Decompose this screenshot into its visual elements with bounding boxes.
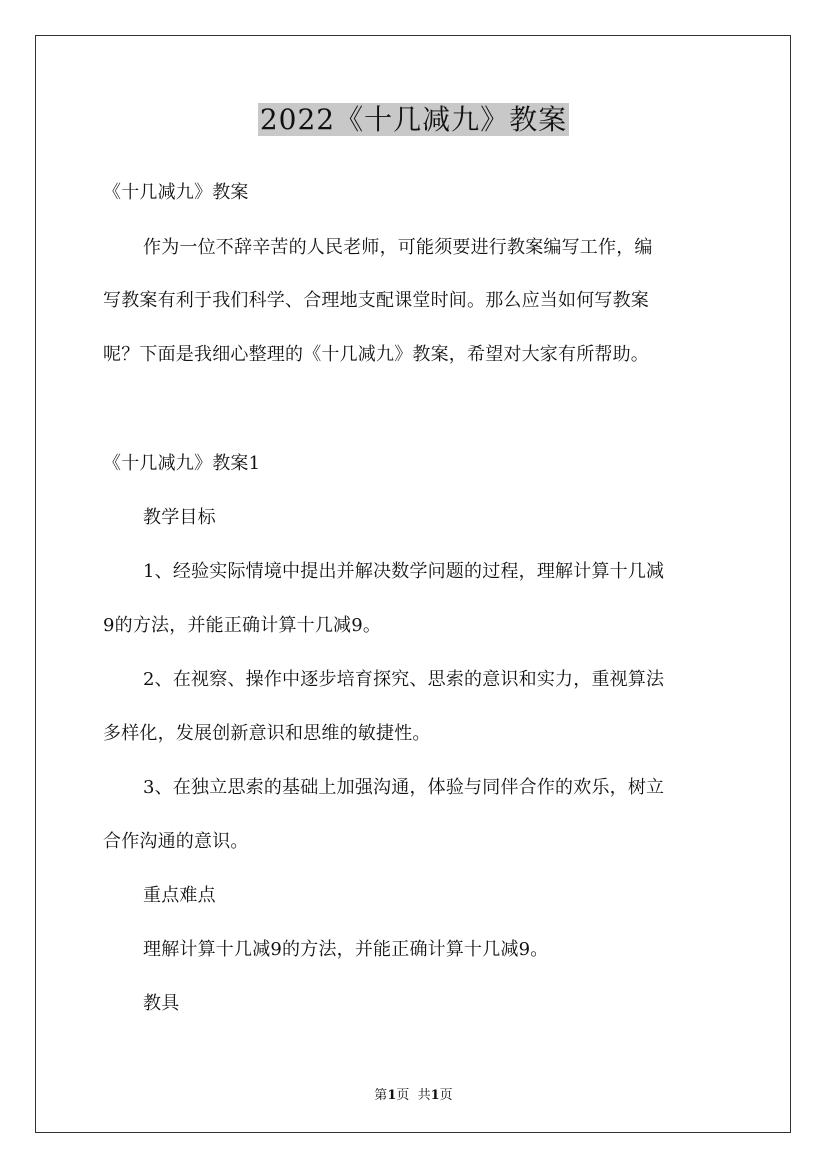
goal-line-5: 3、在独立思索的基础上加强沟通，体验与同伴合作的欢乐，树立 (143, 777, 665, 798)
document-title-container (0, 100, 827, 140)
goals-heading: 教学目标 (143, 507, 216, 528)
tools-heading: 教具 (143, 993, 180, 1014)
footer-page-mid: 页 共 (396, 1088, 431, 1103)
footer-page-number: 1 (387, 1088, 397, 1103)
goal-line-1: 1、经验实际情境中提出并解决数学问题的过程，理解计算十几减 (143, 561, 665, 582)
intro-line-3: 呢？下面是我细心整理的《十几减九》教案，希望对大家有所帮助。 (103, 344, 649, 365)
key-heading: 重点难点 (143, 885, 216, 906)
goal-line-6: 合作沟通的意识。 (103, 831, 249, 852)
footer-page-suffix: 页 (439, 1088, 453, 1103)
key-text: 理解计算十几减9的方法，并能正确计算十几减9。 (143, 939, 549, 960)
footer-page-total: 1 (430, 1088, 440, 1103)
section-heading: 《十几减九》教案1 (103, 453, 261, 474)
page-footer (0, 1084, 827, 1103)
document-subtitle: 《十几减九》教案 (103, 182, 249, 203)
goal-line-2: 9的方法，并能正确计算十几减9。 (103, 615, 382, 636)
goal-line-4: 多样化，发展创新意识和思维的敏捷性。 (103, 723, 431, 744)
intro-line-2: 写教案有利于我们科学、合理地支配课堂时间。那么应当如何写教案 (103, 290, 649, 311)
document-title: 2022《十几减九》教案 (259, 103, 568, 136)
intro-line-1: 作为一位不辞辛苦的人民老师，可能须要进行教案编写工作，编 (143, 237, 653, 258)
footer-page-prefix: 第 (374, 1088, 388, 1103)
goal-line-3: 2、在视察、操作中逐步培育探究、思索的意识和实力，重视算法 (143, 669, 665, 690)
